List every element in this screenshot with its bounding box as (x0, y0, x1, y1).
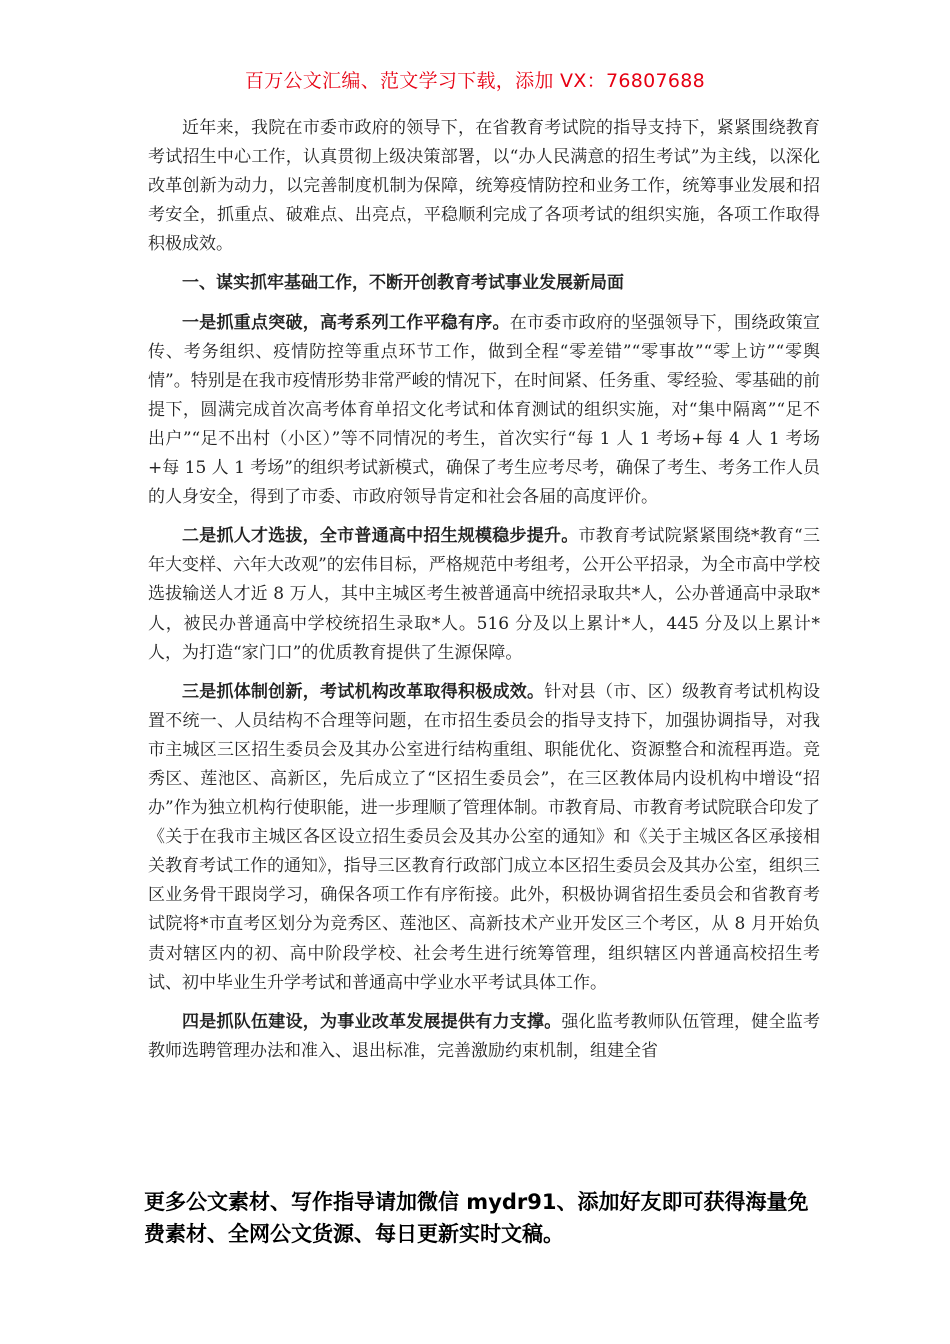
paragraph-item (148, 678, 820, 998)
intro-paragraph: 近年来，我院在市委市政府的领导下，在省教育考试院的指导支持下，紧紧围绕教育考试招生中心工作，认真贯彻上级决策部署，以“办人民满意的招生考试”为主线，以深化改革创新为动力，以完善制度机制为保障，统筹疫情防控和业务工作，统筹事业发展和招考安全，抓重点、破难点、出亮点，平稳顺利完成了各项考试的组织实施，各项工作取得积极成效。 (148, 118, 820, 255)
paragraph-item (148, 522, 820, 667)
document-body (148, 114, 820, 1076)
paragraph-lead: 一是抓重点突破，高考系列工作平稳有序。 (182, 312, 510, 333)
paragraph-lead: 二是抓人才选拔，全市普通高中招生规模稳步提升。 (182, 526, 579, 547)
paragraph-item (148, 309, 820, 513)
footer-notice: 更多公文素材、写作指导请加微信 mydr91、添加好友即可获得海量免费素材、全网公文货源、每日更新实时文稿。 (144, 1190, 809, 1246)
paragraph-text: 强化监考教师队伍管理，健全监考教师选聘管理办法和准入、退出标准，完善激励约束机制，组建全省 (148, 1011, 820, 1061)
header-banner: 百万公文汇编、范文学习下载，添加 VX：76807688 (244, 70, 706, 92)
paragraph-text: 市教育考试院紧紧围绕*教育“三年大变样、六年大改观”的宏伟目标，严格规范中考组考，公开公平招录，为全市高中学校选拔输送人才近 8 万人，其中主城区考生被普通高中统招录取共*人，公办普通高中录取*人，被民办普通高中学校统招生录取*人。516 分及以上累计*人，445 分及以上累计*人，为打造“家门口”的优质教育提供了生源保障。 (148, 526, 820, 663)
section-heading: 一、谋实抓牢基础工作，不断开创教育考试事业发展新局面 (182, 273, 624, 294)
paragraph-lead: 三是抓体制创新，考试机构改革取得积极成效。 (182, 681, 545, 702)
paragraph-lead: 四是抓队伍建设，为事业改革发展提供有力支撑。 (182, 1011, 562, 1032)
paragraph-text: 针对县（市、区）级教育考试机构设置不统一、人员结构不合理等问题，在市招生委员会的指导支持下，加强协调指导，对我市主城区三区招生委员会及其办公室进行结构重组、职能优化、资源整合和流程再造。竞秀区、莲池区、高新区，先后成立了“区招生委员会”，在三区教体局内设机构中增设“招办”作为独立机构行使职能，进一步理顺了管理体制。市教育局、市教育考试院联合印发了《关于在我市主城区各区设立招生委员会及其办公室的通知》和《关于主城区各区承接相关教育考试工作的通知》，指导三区教育行政部门成立本区招生委员会及其办公室，组织三区业务骨干跟岗学习，确保各项工作有序衔接。此外，积极协调省招生委员会和省教育考试院将*市直考区划分为竞秀区、莲池区、高新技术产业开发区三个考区，从 8 月开始负责对辖区内的初、高中阶段学校、社会考生进行统筹管理，组织辖区内普通高校招生考试、初中毕业生升学考试和普通高中学业水平考试具体工作。 (148, 681, 820, 993)
paragraph-item (148, 1008, 820, 1066)
paragraph-text: 在市委市政府的坚强领导下，围绕政策宣传、考务组织、疫情防控等重点环节工作，做到全程“零差错”“零事故”“零上访”“零舆情”。特别是在我市疫情形势非常严峻的情况下，在时间紧、任务重、零经验、零基础的前提下，圆满完成首次高考体育单招文化考试和体育测试的组织实施，对“集中隔离”“足不出户”“足不出村（小区）”等不同情况的考生，首次实行“每 1 人 1 考场+每 4 人 1 考场+每 15 人 1 考场”的组织考试新模式，确保了考生应考尽考，确保了考生、考务工作人员的人身安全，得到了市委、市政府领导肯定和社会各届的高度评价。 (148, 312, 820, 508)
